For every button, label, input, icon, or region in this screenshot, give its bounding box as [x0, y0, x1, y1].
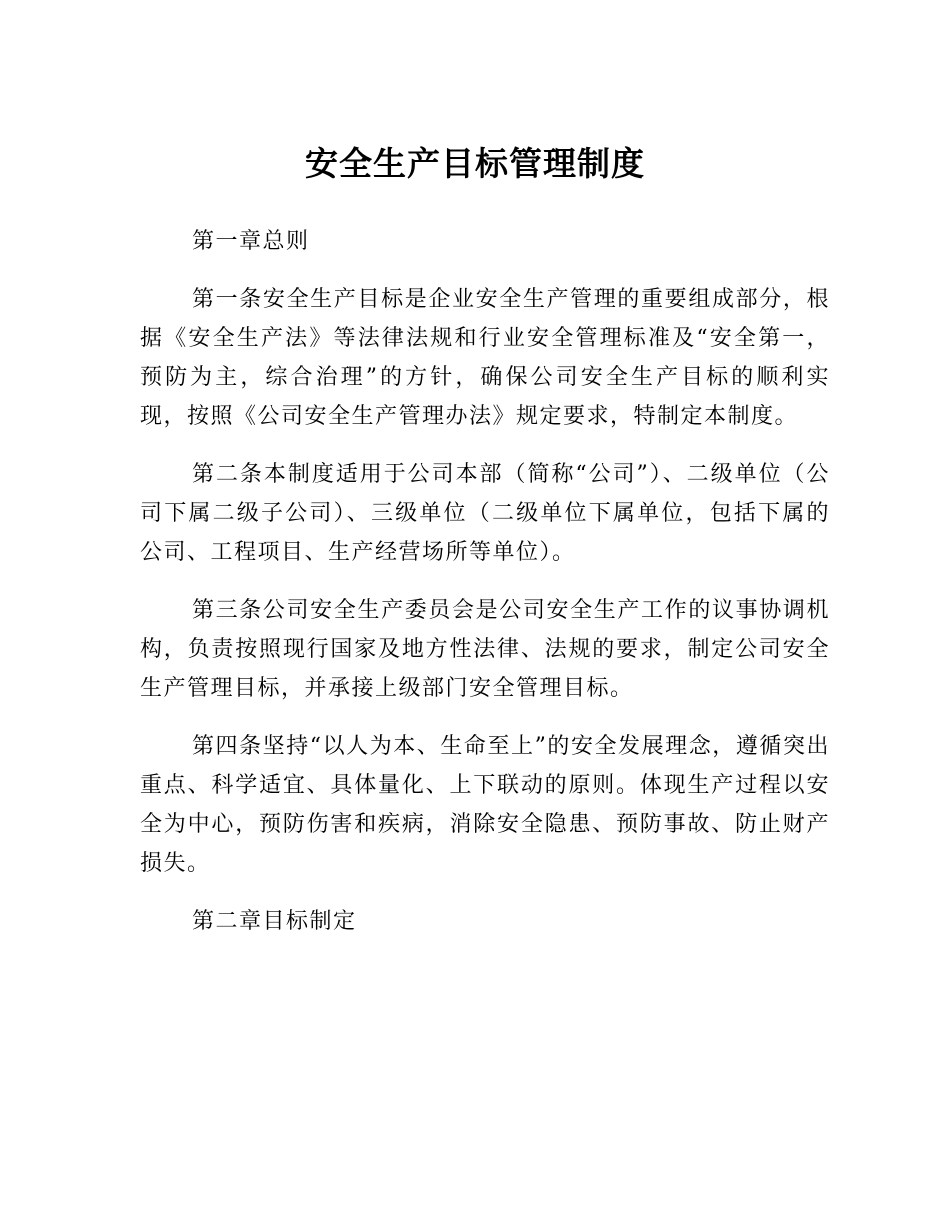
article-1: 第一条安全生产目标是企业安全生产管理的重要组成部分，根据《安全生产法》等法律法规和行业安全管理标准及“安全第一，预防为主，综合治理”的方针，确保公司安全生产目标的顺利实现，按照《公司安全生产管理办法》规定要求，特制定本制度。 — [140, 287, 830, 429]
document-title: 安全生产目标管理制度 — [305, 144, 645, 183]
article-2: 第二条本制度适用于公司本部（简称“公司”）、二级单位（公司下属二级子公司）、三级单位（二级单位下属单位，包括下属的公司、工程项目、生产经营场所等单位）。 — [140, 462, 830, 565]
document-body — [140, 222, 830, 960]
chapter-heading-1: 第一章总则 — [192, 229, 310, 254]
article-3: 第三条公司安全生产委员会是公司安全生产工作的议事协调机构，负责按照现行国家及地方性法律、法规的要求，制定公司安全生产管理目标，并承接上级部门安全管理目标。 — [140, 598, 830, 701]
chapter-heading-2: 第二章目标制定 — [192, 909, 357, 934]
article-4: 第四条坚持“以人为本、生命至上”的安全发展理念，遵循突出重点、科学适宜、具体量化、上下联动的原则。体现生产过程以安全为中心，预防伤害和疾病，消除安全隐患、预防事故、防止财产损失。 — [140, 734, 830, 876]
